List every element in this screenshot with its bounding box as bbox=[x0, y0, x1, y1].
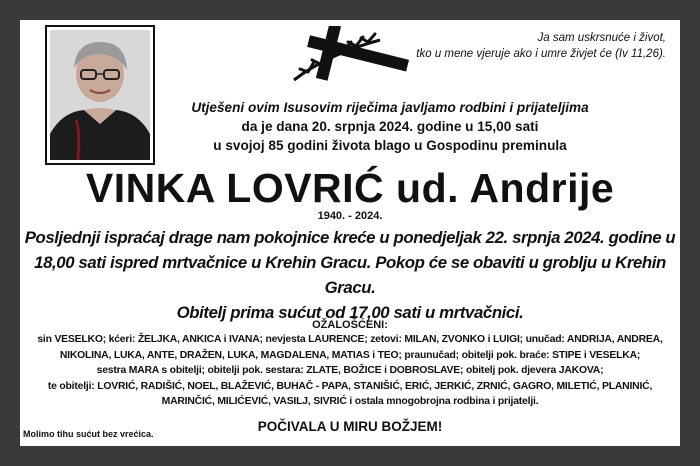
bible-quote bbox=[416, 30, 666, 62]
closing-line: POČIVALA U MIRU BOŽJEM! bbox=[257, 419, 443, 434]
condolence-note: Molimo tihu sućut bez vrećica. bbox=[23, 429, 154, 439]
obituary-notice bbox=[20, 20, 680, 446]
intro-line: da je dana 20. srpnja 2024. godine u 15,00 sati bbox=[241, 119, 539, 134]
life-years: 1940. - 2024. bbox=[317, 210, 383, 222]
mourners-line: te obitelji: LOVRIĆ, RADIŠIĆ, NOEL, BLAŽEVIĆ, BUHAČ - PAPA, STANIŠIĆ, ERIĆ, JERKIĆ, ZRNIĆ, GAGRO, MILETIĆ, PLANINIĆ, bbox=[47, 380, 653, 392]
quote-line: Ja sam uskrsnuće i život, bbox=[537, 32, 666, 44]
funeral-details bbox=[24, 225, 676, 325]
mourners-line: NIKOLINA, LUKA, ANTE, DRAŽEN, LUKA, MAGDALENA, MATIAS i TEO; praunučad; obitelji pok. braće: STIPE i VESELKA; bbox=[59, 349, 641, 361]
funeral-line: 18,00 sati ispred mrtvačnice u Krehin Gracu. Pokop će se obaviti u groblju u Krehin Gracu. bbox=[34, 253, 666, 297]
deceased-name: VINKA LOVRIĆ ud. Andrije bbox=[85, 165, 615, 211]
mourners-line: sestra MARA s obitelji; obitelji pok. sestara: ZLATE, BOŽICE i DOBROSLAVE; obitelj pok. djevera JAKOVA; bbox=[96, 365, 604, 377]
announcement-intro bbox=[170, 98, 610, 155]
deceased-photo bbox=[45, 25, 155, 165]
mourners-heading: OŽALOŠĆENI: bbox=[312, 319, 388, 331]
intro-line: u svojoj 85 godini života blago u Gospodinu preminula bbox=[213, 138, 567, 153]
mourners-line: sin VESELKO; kćeri: ŽELJKA, ANKICA i IVANA; nevjesta LAURENCE; zetovi: MILAN, ZVONKO i LUIGI; unučad: ANDRIJA, ANDREA, bbox=[37, 334, 663, 345]
mourners-list bbox=[22, 332, 678, 410]
intro-line: Utješeni ovim Isusovim riječima javljamo rodbini i prijateljima bbox=[191, 100, 589, 115]
quote-line: tko u mene vjeruje ako i umre živjet će (Iv 11,26). bbox=[416, 48, 666, 60]
cross-icon bbox=[288, 26, 416, 88]
funeral-line: Posljednji ispraćaj drage nam pokojnice kreće u ponedjeljak 22. srpnja 2024. godine u bbox=[24, 228, 676, 247]
funeral-line: Obitelj prima sućut od 17,00 sati u mrtvačnici. bbox=[176, 303, 524, 322]
portrait-image bbox=[50, 30, 150, 160]
mourners-line: MARINČIĆ, MILIĆEVIĆ, VASILJ, SIVRIĆ i ostala mnogobrojna rodbina i prijatelji. bbox=[161, 396, 539, 408]
